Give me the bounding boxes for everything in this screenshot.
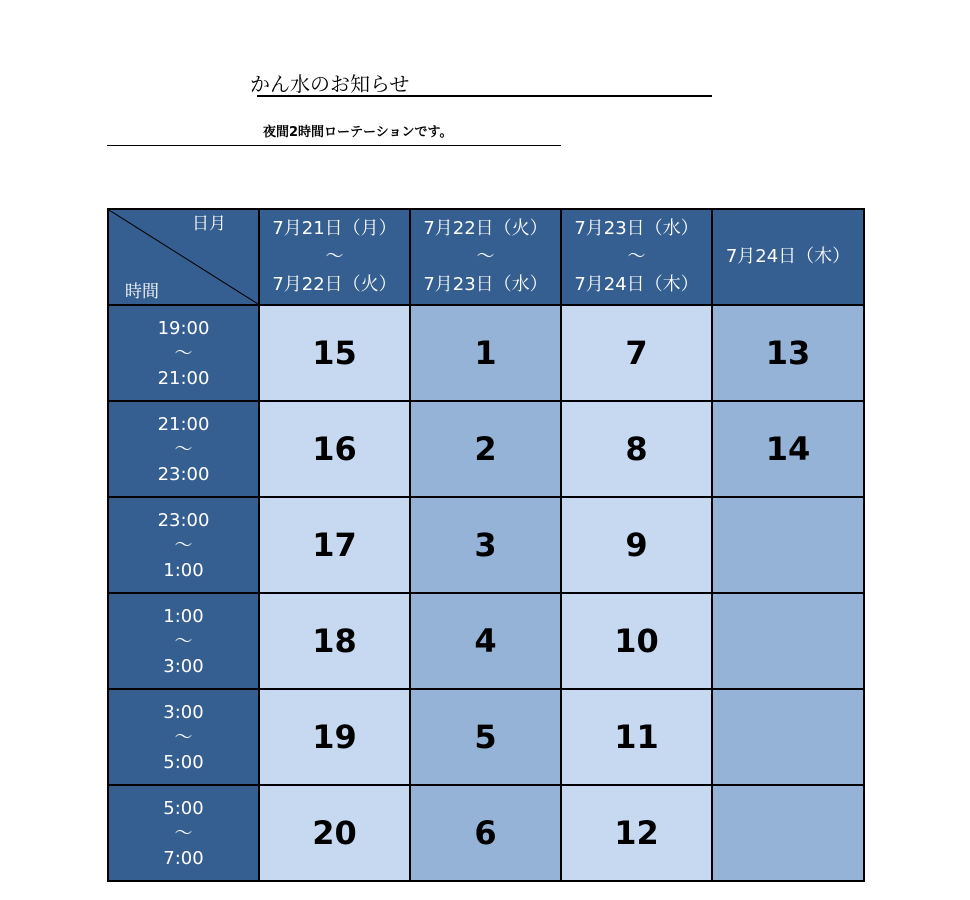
rotation-number-cell: 14 xyxy=(712,401,864,497)
time-start: 3:00 xyxy=(163,701,204,723)
time-end: 1:00 xyxy=(163,559,204,581)
corner-time-label: 時間 xyxy=(125,282,159,302)
rotation-number-cell: 18 xyxy=(259,593,410,689)
rotation-number-cell: 2 xyxy=(410,401,561,497)
empty-cell xyxy=(712,593,864,689)
column-header-2 xyxy=(410,209,561,305)
time-end: 21:00 xyxy=(157,367,210,389)
column-header-tilde: ～ xyxy=(627,246,646,267)
rotation-schedule-table xyxy=(107,208,865,882)
time-tilde: ～ xyxy=(174,342,193,364)
rotation-number-cell: 7 xyxy=(561,305,712,401)
rotation-number-cell: 4 xyxy=(410,593,561,689)
column-header-end: 7月22日（火） xyxy=(272,274,397,295)
time-start: 1:00 xyxy=(163,605,204,627)
rotation-number-cell: 12 xyxy=(561,785,712,881)
column-header-1 xyxy=(259,209,410,305)
rotation-number-cell: 11 xyxy=(561,689,712,785)
rotation-number-cell: 16 xyxy=(259,401,410,497)
column-header-3 xyxy=(561,209,712,305)
empty-cell xyxy=(712,497,864,593)
rotation-number-cell: 5 xyxy=(410,689,561,785)
time-end: 5:00 xyxy=(163,751,204,773)
column-header-start: 7月24日（木） xyxy=(725,246,851,267)
rotation-number-cell: 10 xyxy=(561,593,712,689)
time-end: 3:00 xyxy=(163,655,204,677)
time-tilde: ～ xyxy=(174,630,193,652)
column-header-tilde: ～ xyxy=(325,246,344,267)
time-tilde: ～ xyxy=(174,726,193,748)
time-slot-cell xyxy=(108,305,259,401)
table-row xyxy=(108,497,864,593)
rotation-number-cell: 6 xyxy=(410,785,561,881)
rotation-number-cell: 15 xyxy=(259,305,410,401)
table-row xyxy=(108,785,864,881)
rotation-number-cell: 19 xyxy=(259,689,410,785)
time-start: 5:00 xyxy=(163,797,204,819)
time-tilde: ～ xyxy=(174,438,193,460)
time-slot-cell xyxy=(108,785,259,881)
title-underline xyxy=(257,95,712,97)
table-row xyxy=(108,305,864,401)
empty-cell xyxy=(712,689,864,785)
table-row xyxy=(108,689,864,785)
empty-cell xyxy=(712,785,864,881)
time-slot-cell xyxy=(108,689,259,785)
corner-date-label: 日月 xyxy=(192,214,226,234)
time-slot-cell xyxy=(108,593,259,689)
time-end: 23:00 xyxy=(157,463,210,485)
column-header-start: 7月22日（火） xyxy=(423,218,548,239)
rotation-number-cell: 13 xyxy=(712,305,864,401)
column-header-end: 7月23日（水） xyxy=(423,274,548,295)
time-start: 19:00 xyxy=(157,317,210,339)
table-row xyxy=(108,401,864,497)
column-header-start: 7月23日（水） xyxy=(574,218,699,239)
rotation-number-cell: 8 xyxy=(561,401,712,497)
corner-header xyxy=(108,209,259,305)
column-header-start: 7月21日（月） xyxy=(272,218,397,239)
rotation-number-cell: 3 xyxy=(410,497,561,593)
rotation-number-cell: 1 xyxy=(410,305,561,401)
column-header-tilde: ～ xyxy=(476,246,495,267)
subtitle-underline xyxy=(107,145,561,146)
rotation-number-cell: 20 xyxy=(259,785,410,881)
page-title: かん水のお知らせ xyxy=(250,72,410,96)
time-slot-cell xyxy=(108,497,259,593)
column-header-end: 7月24日（木） xyxy=(574,274,699,295)
time-start: 23:00 xyxy=(157,509,210,531)
header-row xyxy=(108,209,864,305)
time-start: 21:00 xyxy=(157,413,210,435)
page-subtitle: 夜間2時間ローテーションです。 xyxy=(263,125,453,140)
time-end: 7:00 xyxy=(163,847,204,869)
table-row xyxy=(108,593,864,689)
rotation-number-cell: 9 xyxy=(561,497,712,593)
time-slot-cell xyxy=(108,401,259,497)
time-tilde: ～ xyxy=(174,534,193,556)
rotation-number-cell: 17 xyxy=(259,497,410,593)
column-header-4 xyxy=(712,209,864,305)
time-tilde: ～ xyxy=(174,822,193,844)
